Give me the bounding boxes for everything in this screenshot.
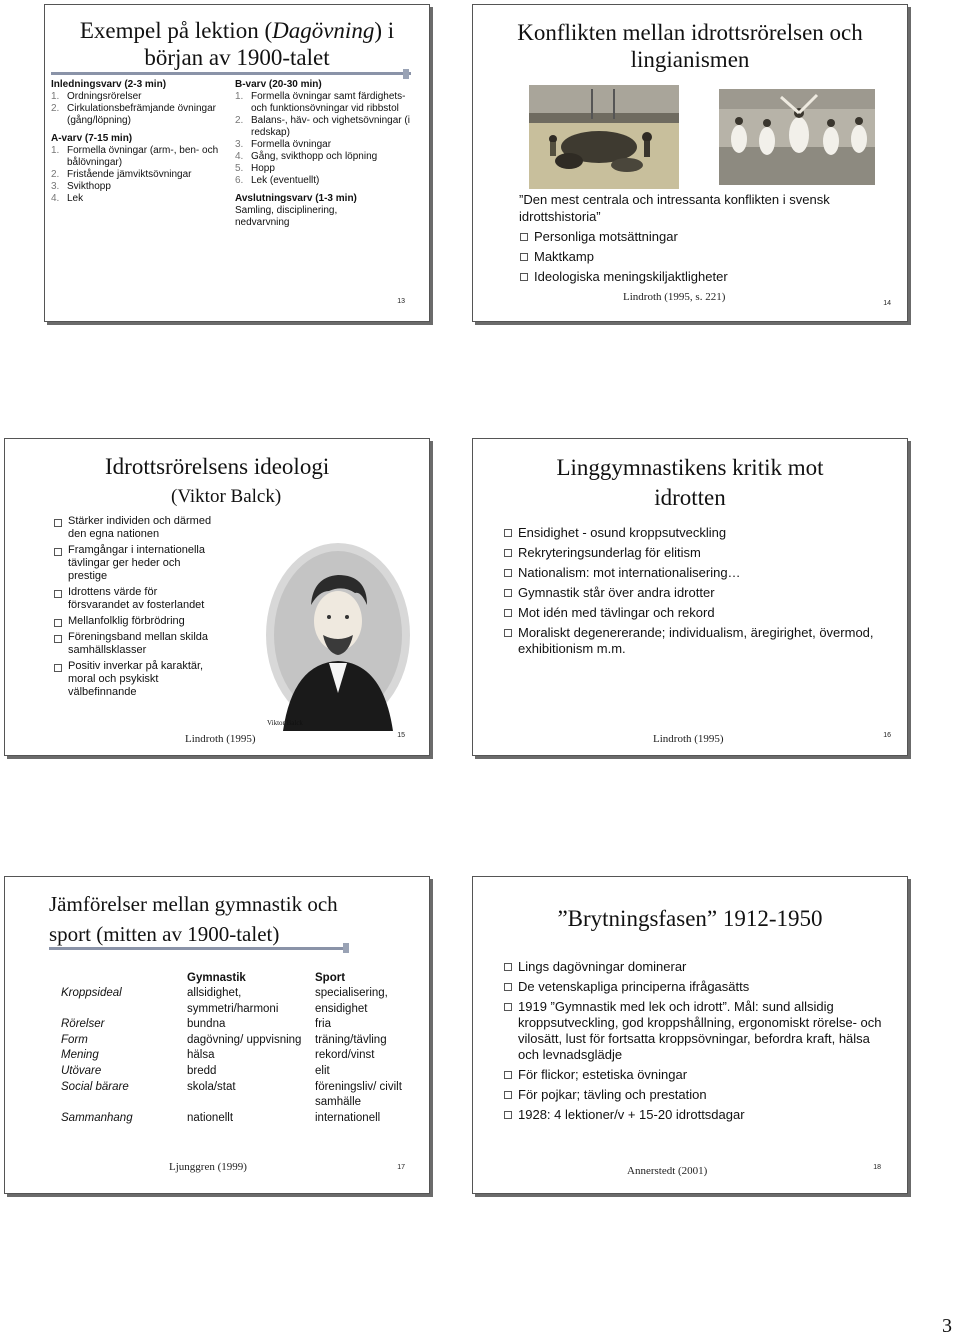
slide-title: Exempel på lektion (Dagövning) i början av 1900-talet bbox=[79, 18, 395, 70]
numbered-item bbox=[235, 115, 415, 139]
numbered-item bbox=[235, 175, 415, 187]
col-empty bbox=[61, 971, 187, 986]
item-number: 1. bbox=[235, 91, 244, 102]
slide-16 bbox=[472, 438, 908, 756]
slide-number: 13 bbox=[397, 298, 405, 305]
numbered-item bbox=[235, 151, 415, 163]
source-citation: Lindroth (1995) bbox=[653, 733, 724, 745]
slide-18 bbox=[472, 876, 908, 1194]
source-citation: Annerstedt (2001) bbox=[627, 1165, 708, 1177]
item-text: Lek (eventuellt) bbox=[251, 175, 320, 186]
slide-number: 17 bbox=[397, 1164, 405, 1171]
item-number: 1. bbox=[51, 91, 60, 102]
warmup-block: Inledningsvarv (2-3 min) 1. Ordningsrörelser 2. Cirkulationsbefrämjande övningar (gång/löpning) A-varv (7-15 min) 1. Formella övningar (arm-, ben- och bålövningar) 2. Fristående jämviktsövningar 3. Svikthopp 4. Lek bbox=[51, 79, 223, 205]
item-number: 3. bbox=[235, 139, 244, 150]
item-text: Svikthopp bbox=[67, 181, 111, 192]
numbered-item bbox=[51, 181, 223, 193]
sport-cell: specialisering, ensidighet bbox=[315, 987, 388, 1015]
bullet-item: Maktkamp bbox=[519, 249, 889, 265]
bullet-item: Föreningsband mellan skilda samhällsklasser bbox=[53, 631, 221, 657]
comparison-table bbox=[61, 971, 429, 1126]
sport-cell: föreningsliv/ civilt samhälle bbox=[315, 1080, 402, 1109]
numbered-item bbox=[51, 91, 223, 103]
sport-cell: internationell bbox=[315, 1111, 381, 1124]
item-number: 3. bbox=[51, 181, 60, 192]
table-row bbox=[61, 1111, 429, 1127]
slide-title: ”Brytningsfasen” 1912-1950 bbox=[557, 906, 823, 931]
col-gymnastik: Gymnastik bbox=[187, 972, 246, 984]
numbered-item bbox=[235, 163, 415, 175]
bullet-item: Personliga motsättningar bbox=[519, 229, 889, 245]
bullet-item: Framgångar i internationella tävlingar ger heder och prestige bbox=[53, 544, 221, 583]
item-number: 6. bbox=[235, 175, 244, 186]
item-text: Gång, svikthopp och löpning bbox=[251, 151, 378, 162]
bullet-item: Nationalism: mot internationalisering… bbox=[503, 565, 893, 581]
bullet-item: Mellanfolklig förbrödring bbox=[53, 615, 221, 628]
gymnastics-photo bbox=[719, 89, 875, 185]
gymnastik-cell: bundna bbox=[187, 1018, 226, 1031]
row-label: Social bärare bbox=[61, 1080, 129, 1093]
source-citation: Lindroth (1995, s. 221) bbox=[623, 291, 726, 303]
bullet-item: För flickor; estetiska övningar bbox=[503, 1067, 893, 1083]
item-text: Fristående jämviktsövningar bbox=[67, 169, 192, 180]
gymnastik-cell: bredd bbox=[187, 1064, 217, 1077]
gymnastik-cell: dagövning/ uppvisning bbox=[187, 1033, 302, 1046]
row-label: Form bbox=[61, 1033, 88, 1046]
item-number: 4. bbox=[51, 193, 60, 204]
row-label: Sammanhang bbox=[61, 1111, 133, 1124]
title-rule bbox=[51, 72, 411, 75]
title-rule bbox=[49, 947, 349, 950]
bullet-list bbox=[53, 515, 221, 702]
item-text: Formella övningar bbox=[251, 139, 332, 150]
table-row bbox=[61, 1064, 429, 1080]
slide-title: Jämförelser mellan gymnastik och sport (mitten av 1900-talet) bbox=[49, 892, 338, 946]
slide-subtitle: (Viktor Balck) bbox=[171, 486, 282, 507]
bullet-list bbox=[503, 525, 893, 661]
numbered-item bbox=[51, 103, 223, 127]
bullet-item: Positiv inverkar på karaktär, moral och psykiskt välbefinnande bbox=[53, 660, 221, 699]
bullet-item: Moraliskt degenererande; individualism, äregirighet, övermod, exhibitionism m.m. bbox=[503, 625, 893, 657]
item-text: Ordningsrörelser bbox=[67, 91, 142, 102]
gymnastik-cell: skola/stat bbox=[187, 1080, 236, 1093]
slide-number: 16 bbox=[883, 732, 891, 739]
rugby-photo bbox=[529, 85, 679, 189]
table-row bbox=[61, 1033, 429, 1049]
corner-mark bbox=[343, 943, 349, 953]
bullet-item: 1928: 4 lektioner/v + 15-20 idrottsdagar bbox=[503, 1107, 893, 1123]
corner-mark bbox=[403, 69, 409, 79]
viktor-balck-portrait bbox=[263, 543, 413, 731]
item-text: Formella övningar (arm-, ben- och bålövningar) bbox=[67, 145, 219, 168]
row-label: Rörelser bbox=[61, 1018, 105, 1031]
gymnastik-cell: hälsa bbox=[187, 1049, 215, 1062]
bullet-item: Rekryteringsunderlag för elitism bbox=[503, 545, 893, 561]
item-text: Lek bbox=[67, 193, 84, 204]
table-row bbox=[61, 1080, 429, 1111]
table-row bbox=[61, 1017, 429, 1033]
slide-14 bbox=[472, 4, 908, 322]
quote-text: ”Den mest centrala och intressanta konflikten i svensk idrottshistoria” bbox=[519, 192, 830, 224]
slide-number: 18 bbox=[873, 1164, 881, 1171]
item-number: 4. bbox=[235, 151, 244, 162]
numbered-item bbox=[51, 193, 223, 205]
slide-number: 14 bbox=[883, 300, 891, 307]
source-citation: Lindroth (1995) bbox=[185, 733, 256, 745]
bullet-item: 1919 ”Gymnastik med lek och idrott”. Mål: sund allsidig kroppsutveckling, god kroppshållning, ergonomiskt rörelse- och vilosätt, lust för fortsatta kroppsövningar, befordra kraft, hälsa och levnadsglädje bbox=[503, 999, 893, 1063]
sport-cell: rekord/vinst bbox=[315, 1049, 375, 1062]
page-number: 3 bbox=[942, 1315, 952, 1337]
slide-title: Konflikten mellan idrottsrörelsen och lingianismen bbox=[517, 20, 863, 72]
slide-17 bbox=[4, 876, 430, 1194]
slide-15 bbox=[4, 438, 430, 756]
bullet-item: För pojkar; tävling och prestation bbox=[503, 1087, 893, 1103]
bullet-item: Stärker individen och därmed den egna nationen bbox=[53, 515, 221, 541]
bullet-item: De vetenskapliga principerna ifrågasätts bbox=[503, 979, 893, 995]
row-label: Mening bbox=[61, 1049, 99, 1062]
bullet-list bbox=[519, 229, 889, 289]
main-block: B-varv (20-30 min) 1. Formella övningar samt färdighets- och funktionsövningar vid ribbstol 2. Balans-, häv- och vighetsövningar (i redskap) 3. Formella övningar 4. Gång, svikthopp och löpning 5. Hopp 6. Lek (eventuellt) Avslutningsvarv (1-3 min) Samling, disciplinering, nedvarvning bbox=[235, 79, 415, 229]
item-text: Hopp bbox=[251, 163, 275, 174]
item-number: 2. bbox=[51, 103, 60, 114]
bullet-list bbox=[503, 959, 893, 1127]
item-text: Balans-, häv- och vighetsövningar (i redskap) bbox=[251, 115, 410, 138]
item-number: 1. bbox=[51, 145, 60, 156]
col-sport: Sport bbox=[315, 972, 346, 984]
row-label: Kroppsideal bbox=[61, 987, 122, 999]
portrait-caption: Viktor Balck bbox=[267, 719, 303, 727]
numbered-item bbox=[51, 145, 223, 169]
sport-cell: elit bbox=[315, 1064, 330, 1077]
bullet-item: Lings dagövningar dominerar bbox=[503, 959, 893, 975]
slide-title: Linggymnastikens kritik mot idrotten bbox=[556, 455, 824, 510]
item-number: 2. bbox=[235, 115, 244, 126]
gymnastik-cell: nationellt bbox=[187, 1111, 234, 1124]
item-text: Formella övningar samt färdighets- och funktionsövningar vid ribbstol bbox=[251, 91, 406, 114]
numbered-item bbox=[51, 169, 223, 181]
cooldown-text: Samling, disciplinering, nedvarvning bbox=[235, 205, 338, 228]
numbered-item bbox=[235, 139, 415, 151]
slide-title: Idrottsrörelsens ideologi bbox=[105, 454, 330, 479]
bullet-item: Ensidighet - osund kroppsutveckling bbox=[503, 525, 893, 541]
sport-cell: fria bbox=[315, 1018, 331, 1031]
item-number: 2. bbox=[51, 169, 60, 180]
table-row bbox=[61, 986, 429, 1017]
bullet-item: Gymnastik står över andra idrotter bbox=[503, 585, 893, 601]
numbered-item bbox=[235, 91, 415, 115]
source-citation: Ljunggren (1999) bbox=[169, 1161, 247, 1173]
item-text: Cirkulationsbefrämjande övningar (gång/löpning) bbox=[67, 103, 216, 126]
item-number: 5. bbox=[235, 163, 244, 174]
gymnastik-cell: allsidighet, symmetri/harmoni bbox=[187, 987, 279, 1015]
bullet-item: Idrottens värde för försvarandet av fosterlandet bbox=[53, 586, 221, 612]
bullet-item: Mot idén med tävlingar och rekord bbox=[503, 605, 893, 621]
bullet-item: Ideologiska meningskiljaktligheter bbox=[519, 269, 889, 285]
table-row bbox=[61, 1048, 429, 1064]
slide-number: 15 bbox=[397, 732, 405, 739]
sport-cell: träning/tävling bbox=[315, 1033, 387, 1046]
slide-13 bbox=[44, 4, 430, 322]
row-label: Utövare bbox=[61, 1064, 102, 1077]
